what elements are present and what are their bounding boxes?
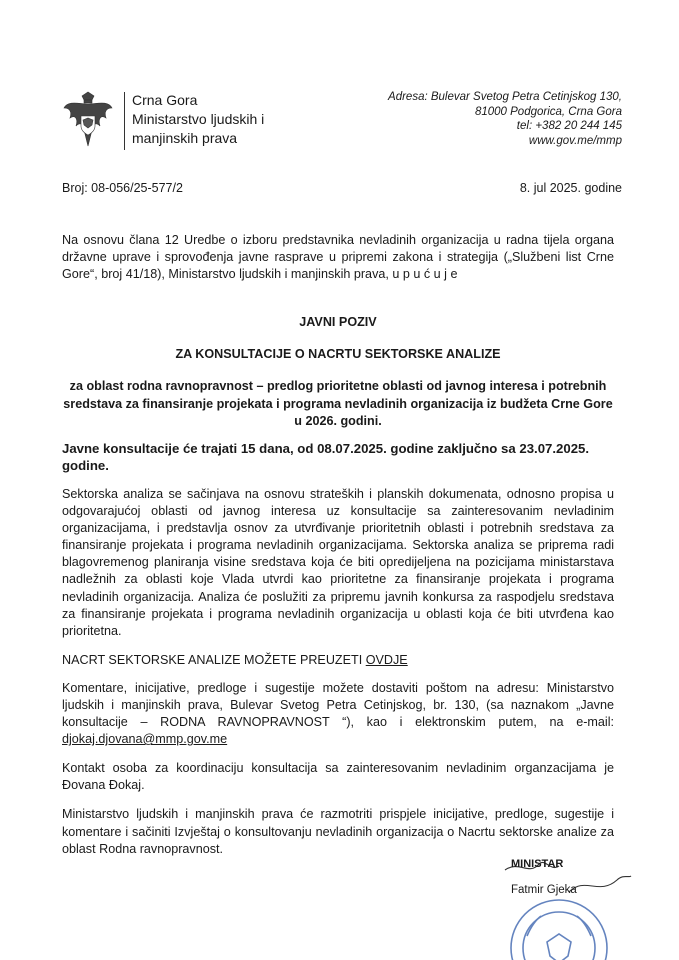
contact-paragraph: Kontakt osoba za koordinaciju konsultacija sa zainteresovanim nevladinim organzacijama je Đovana Đokaj.: [62, 761, 614, 793]
reference-number: Broj: 08-056/25-577/2: [62, 181, 183, 195]
institution-name: [132, 91, 264, 148]
final-paragraph: Ministarstvo ljudskih i manjinskih prava će razmotriti prispjele inicijative, predloge, sugestije i komentare i sačiniti Izvještaj o konsultovanju nevladinih organizacija o Nacrtu sektorske analize za oblast Rodna ravnopravnost.: [62, 807, 614, 856]
consultation-duration: Javne konsultacije će trajati 15 dana, od 08.07.2025. godine zaključno sa 23.07.2025. godine.: [62, 440, 590, 473]
heading-javni-poziv: JAVNI POZIV: [299, 315, 377, 330]
comments-paragraph: [62, 680, 614, 748]
download-text: NACRT SEKTORSKE ANALIZE MOŽETE PREUZETI: [62, 652, 366, 667]
coat-of-arms-icon: [62, 90, 114, 150]
heading-subject: za oblast rodna ravnopravnost – predlog prioritetne oblasti od javnog interesa i potrebnih sredstava za finansiranje projekata i programa nevladinih organizacija iz budžeta Crne Gore u 2026. godini.: [63, 379, 613, 428]
address-line-2: 81000 Podgorica, Crna Gora: [474, 105, 622, 118]
reference-line: [62, 181, 622, 197]
address-website: www.gov.me/mmp: [528, 134, 622, 147]
address-phone: tel: +382 20 244 145: [516, 120, 622, 132]
institution-line-1: Crna Gora: [132, 92, 198, 108]
download-link[interactable]: OVDJE: [365, 652, 408, 667]
sector-analysis-paragraph: Sektorska analiza se sačinjava na osnovu strateških i planskih dokumenata, odnosno propisa u odgovarajućoj oblasti od javnog interesa uz konsultacije sa zainteresovanim nevladinim organizacijama, i predstavlja osnov za utvrđivanje prioritetnih oblasti i potrebnih sredstava za finansiranje projekata i programa nevladinih organizacijama. Sektorska analiza se priprema radi blagovremenog planiranja visine sredstava koja će biti opredijeljena na pozicijama ministarstava nadležnih za oblasti koje Vlada utvrdi kao prioritetne za finansiranje projekata i programa nevladinih organizacija. Analiza će poslužiti za pripremu javnih konkursa za raspodjelu sredstava za finansiranje projekata i programa nevladinih organizacija u oblasti koja će biti utvrđena kao prioritetna.: [62, 486, 614, 638]
address-line-1: Adresa: Bulevar Svetog Petra Cetinjskog 130,: [388, 91, 622, 103]
comments-text: Komentare, inicijative, predloge i sugestije možete dostaviti poštom na adresu: Ministarstvo ljudskih i manjinskih prava, Bulevar Svetog Petra Cetinjskog, br. 130, (sa naznakom „Javne konsultacije – RODNA RAVNOPRAVNOST “), kao i elektronskim putem, na e-mail:: [62, 680, 614, 730]
institution-line-3: manjinskih prava: [132, 130, 238, 146]
email-link[interactable]: djokaj.djovana@mmp.gov.me: [62, 732, 228, 747]
letterhead: [62, 88, 622, 158]
institution-line-2: Ministarstvo ljudskih i: [132, 111, 265, 127]
header-divider: [124, 92, 125, 150]
document-date: 8. jul 2025. godine: [519, 181, 622, 195]
intro-paragraph: Na osnovu člana 12 Uredbe o izboru predstavnika nevladinih organizacija u radna tijela organa državne uprave i sprovođenja javne rasprave u pripremi zakona i strategija („Službeni list Crne Gore“, broj 41/18), Ministarstvo ljudskih i manjinskih prava, u p u ć u j e: [62, 233, 614, 282]
signature-block: [497, 856, 637, 960]
signature-title: MINISTAR: [511, 858, 564, 870]
heading-konsultacije: ZA KONSULTACIJE O NACRTU SEKTORSKE ANALIZE: [175, 347, 501, 362]
signature-name: Fatmir Gjeka: [511, 884, 577, 896]
document-body: [62, 228, 614, 858]
download-paragraph: [62, 652, 614, 669]
address-block: [388, 90, 622, 148]
